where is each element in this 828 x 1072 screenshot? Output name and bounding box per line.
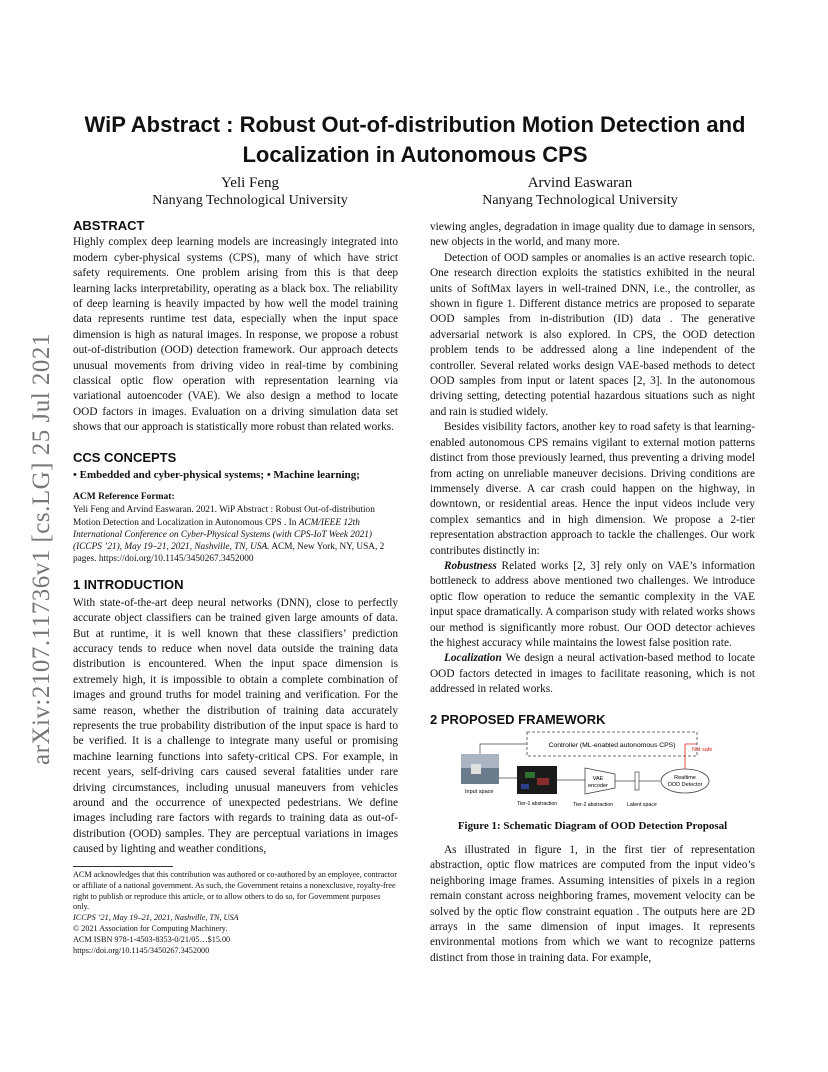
latent-vector [635,772,639,790]
figure-caption: Figure 1: Schematic Diagram of OOD Detection Proposal [457,820,728,832]
right-paragraph-0: viewing angles, degradation in image quality due to damage in sensors, new objects in the world, and many more. [430,221,755,249]
framework-heading: 2 PROPOSED FRAMEWORK [430,711,606,727]
right-paragraph-2: Besides visibility factors, another key to road safety is that learning-enabled autonomous CPS remains vigilant to external motion patterns distinct from those previously learned, thus preventing a driving model from acting on unreliable maneuver decisions. Driving conditions are immensely diverse. A car crash could happen on the highway, in downtown, or residential areas. Hence the input videos include very complex semantics and in high dimension. We propose a 2-tier representation abstraction approach to tackle the challenges. Our work contributes distinctly in: [430,421,755,557]
ood-detector-label: OOD Detector [667,782,703,788]
encoder-label: encoder [588,783,608,789]
input-space-label: Input space [465,789,494,795]
author-block-2 [450,174,710,210]
reference-text [73,504,398,565]
input-to-controller-line [480,744,527,754]
localization-paragraph [430,651,755,697]
author-name: Yeli Feng [220,175,280,191]
optic-flow-patch-green [525,772,535,778]
input-image-building [471,764,481,774]
vae-label: VAE [592,776,604,782]
footnote-doi: https://doi.org/10.1145/3450267.3452000 [73,945,210,955]
latent-space-label: Latent space [627,802,657,808]
footnote-isbn: ACM ISBN 978-1-4503-8353-0/21/05…$15.00 [73,934,231,944]
footnote-rule [73,866,173,867]
paper-title: WiP Abstract : Robust Out-of-distribution Motion Detection and Localization in Autonomous CPS [84,112,746,167]
not-safe-label: Not safe [692,747,713,753]
intro-heading: 1 INTRODUCTION [73,577,184,593]
robustness-lead: Robustness [444,559,497,572]
reference-heading: ACM Reference Format: [73,491,175,502]
tier2-label: Tier-2 abstraction [573,802,614,808]
abstract-heading: ABSTRACT [73,218,145,233]
arxiv-stamp: arXiv:2107.11736v1 [cs.LG] 25 Jul 2021 [28,333,55,765]
ood-detector-shape [661,769,709,793]
footnote-copyright: © 2021 Association for Computing Machinery. [73,923,228,933]
footnote [73,870,398,956]
author-block-1 [130,174,370,210]
ccs-items: • Embedded and cyber-physical systems; • Machine learning; [73,469,360,482]
optic-flow-patch-red [537,778,549,785]
author-affiliation: Nanyang Technological University [152,193,348,208]
abstract-text: Highly complex deep learning models are increasingly integrated into modern cyber-physical systems (CPS), many of which have strict safety requirements. One problem arising from this is that deep learning lacks interpretability, operating as a black box. The reliability of deep learning is heavily impacted by how well the model training data represents runtime test data, especially when the input space dimension is high as natural images. In response, we propose a robust out-of-distribution (OOD) detection framework. Our approach detects unusual movements from driving video in real-time by combining classical optic flow operation with representation learning via variational autoencoder (VAE). We also design a method to locate OOD factors in images. Evaluation on a driving simulation data set shows that our approach is statistically more robust than related works. [73,236,398,434]
author-name: Arvind Easwaran [527,175,633,191]
optic-flow-patch-blue [521,784,529,789]
intro-paragraph: With state-of-the-art deep neural networks (DNN), close to perfectly accurate object classifiers can be trained given large amounts of data. But at runtime, it is well known that these classifiers’ prediction accuracy tends to reduce when novel data outside the training data distribution is encountered. When the input space dimension is extremely high, it is impossible to obtain a complete combination of images and ground truths for model training and verification. For the same reason, whether the distribution of training data accurately represents the true probability distribution of the input space is hard to be verified. It is a challenge to integrate many useful or promising machine learning functions into safety-critical CPS. For example, in recent years, self-driving cars caused several fatalities under rare driving circumstances, including unusual maneuvers from vehicles around and the occurrence of unexpected pedestrians. We define images including rare factors with regards to training data as out-of-distribution (OOD) samples. They are perceptual variations in images caused by lighting and weather conditions, [73,596,398,856]
reference-part-a: Yeli Feng and Arvind Easwaran. 2021. WiP Abstract : Robust Out-of-distribution Motion Detection and Localization in Autonomous CPS . In [73,505,375,528]
right-paragraph-5: As illustrated in figure 1, in the first tier of representation abstraction, optic flow matrices are computed from the input video’s neighboring image frames. Assuming intensities of pixels in a region remain constant across neighboring frames, movement velocity can be solved by the optic flow constraint equation . The outputs here are 2D arrays in the same dimension of input images. It represents environmental motions from which we want to recognize patterns distinct from those in training data. For example, [430,844,755,964]
reference-venue: ACM/IEEE 12th International Conference on Cyber-Physical Systems (with CPS-IoT Week 2021) (ICCPS ’21), May 19–21, 2021, Nashville, TN, USA. [73,517,372,552]
robustness-text: Related works [2, 3] rely only on VAE’s information bottleneck to address above mentioned two challenges. We introduce optic flow operation to reduce the semantic complexity in the VAE input space dramatically. A comparison study with related works shows our method is significantly more robust. Our OOD detector achieves the highest accuracy while maintains the lowest false position rate. [430,559,755,649]
reference-part-c: ACM, New York, NY, USA, 2 pages. https://doi.org/10.1145/3450267.3452000 [73,541,385,565]
right-column [430,220,755,727]
right-paragraph-1: Detection of OOD samples or anomalies is an active research topic. One research direction exploits the statistics exhibited in the neural units of SoftMax layers in well-trained DNN, i.e., the controller, as shown in figure 1. Different distance metrics are proposed to separate OOD samples from in-distribution (ID) data . The generative adversarial network is also explored. In CPS, the OOD detection problem tends to be addressed along a line independent of the controller. Several related works design VAE-based methods to detect OOD samples from input or latent spaces [2, 3]. In the autonomous driving setting, detecting potential hazardous situations such as night and rain is studied widely. [430,251,755,418]
robustness-paragraph [430,559,755,651]
left-column [73,218,398,858]
author-affiliation: Nanyang Technological University [482,193,678,208]
footnote-copyright-notice: ACM acknowledges that this contribution was authored or co-authored by an employee, contractor or affiliate of a national government. As such, the Government retains a nonexclusive, royalty-free right to publish or reproduce this article, or to allow others to do so, for Government purposes only. [73,870,397,912]
tier1-label: Tier-1 abstraction [517,801,558,807]
localization-lead: Localization [444,652,502,665]
right-column-continued [430,843,755,966]
figure-schematic [455,728,745,814]
controller-label: Controller (ML-enabled autonomous CPS) [548,742,676,749]
ccs-heading: CCS CONCEPTS [73,449,177,465]
realtime-label: Realtime [674,775,696,781]
footnote-venue: ICCPS ’21, May 19–21, 2021, Nashville, TN, USA [73,913,239,923]
localization-text: We design a neural activation-based method to locate OOD factors detected in images to facilitate reasoning, which is not addressed in related works. [430,652,755,696]
